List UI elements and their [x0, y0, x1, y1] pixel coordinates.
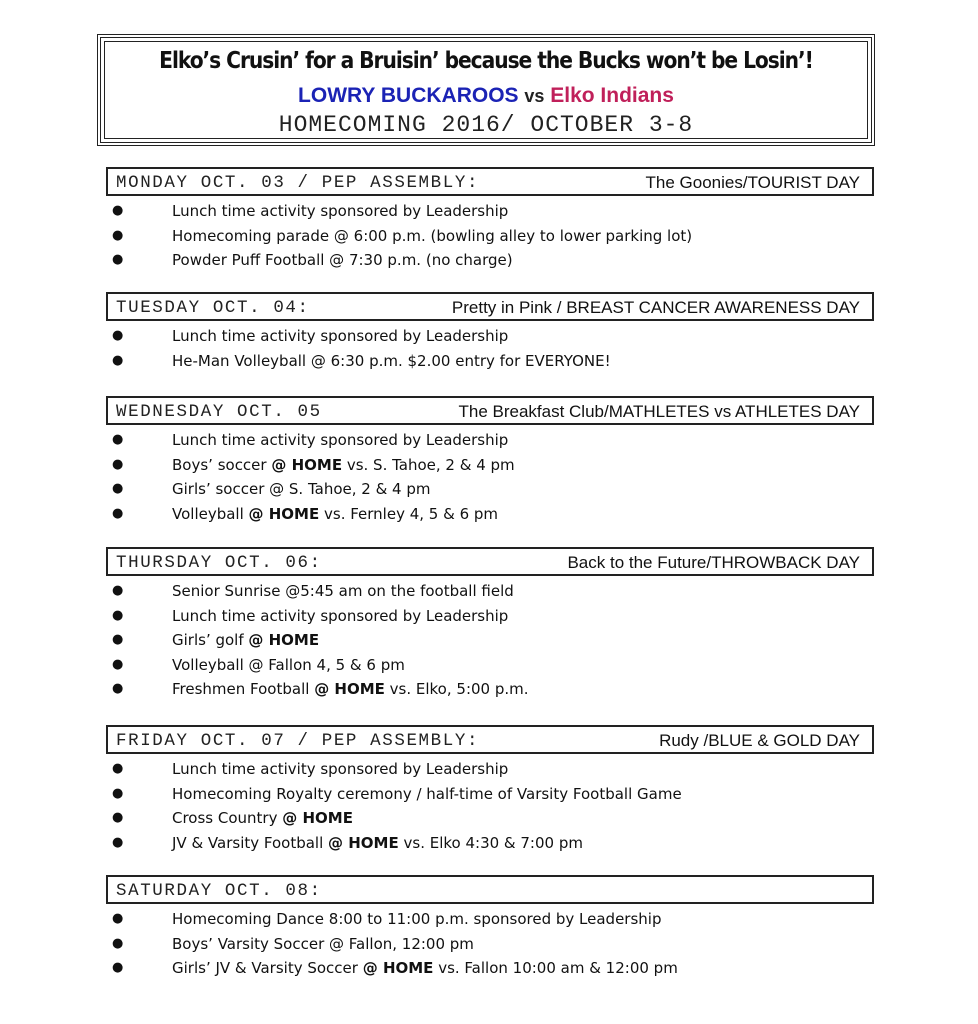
event-text-part: Cross Country: [172, 809, 283, 828]
event-item: [106, 477, 874, 502]
event-text-part: vs. S. Tahoe, 2 & 4 pm: [342, 455, 515, 474]
bullet-icon: ●: [112, 328, 124, 343]
home-marker: @ HOME: [248, 631, 320, 650]
bullet-icon: ●: [112, 911, 124, 926]
event-text-part: Lunch time activity sponsored by Leadership: [172, 327, 509, 345]
bullet-icon: ●: [112, 352, 124, 368]
day-name: MONDAY OCT. 03 / PEP ASSEMBLY:: [116, 173, 480, 193]
day-header: [106, 167, 874, 196]
event-text: [172, 349, 611, 374]
bullet-icon: ●: [112, 432, 124, 447]
event-text-part: Boys’ soccer: [172, 455, 272, 474]
event-item: [106, 428, 874, 453]
event-text-part: Lunch time activity sponsored by Leadership: [172, 606, 509, 625]
event-text-part: Boys’ Varsity Soccer @ Fallon, 12:00 pm: [172, 934, 474, 953]
bullet-icon: ●: [112, 227, 124, 243]
home-marker: @ HOME: [362, 959, 434, 978]
header-box: [97, 34, 875, 146]
day-section: [106, 396, 874, 526]
event-text-part: Senior Sunrise @5:45 am on the football field: [172, 582, 514, 600]
event-text: [172, 199, 508, 224]
slogan: Elko’s Crusin’ for a Bruisin’ because the Bucks won’t be Losin’!: [159, 48, 813, 74]
bullet-icon: ●: [112, 505, 124, 521]
event-item: [106, 502, 874, 527]
day-theme: Back to the Future/THROWBACK DAY: [567, 553, 860, 572]
event-text: [172, 428, 508, 453]
bullet-icon: ●: [112, 656, 124, 672]
bullet-icon: ●: [112, 785, 124, 801]
day-header: [106, 396, 874, 425]
event-text-part: vs. Elko 4:30 & 7:00 pm: [398, 833, 583, 852]
event-text: [172, 806, 353, 831]
event-item: [106, 757, 874, 782]
event-list: [106, 428, 874, 526]
event-text: [172, 248, 513, 273]
bullet-icon: ●: [112, 481, 124, 497]
day-header: [106, 547, 874, 576]
event-item: [106, 677, 874, 702]
event-text: [172, 757, 508, 782]
home-team: LOWRY BUCKAROOS: [298, 84, 519, 107]
event-item: [106, 782, 874, 807]
event-item: [106, 604, 874, 629]
event-item: [106, 831, 874, 856]
event-text: [172, 956, 678, 981]
event-text-part: Lunch time activity sponsored by Leadership: [172, 431, 509, 449]
event-item: [106, 324, 874, 349]
event-item: [106, 907, 874, 932]
event-text-part: Homecoming Dance 8:00 to 11:00 p.m. sponsored by Leadership: [172, 910, 662, 928]
event-text-part: vs. Elko, 5:00 p.m.: [384, 680, 529, 699]
event-list: [106, 579, 874, 702]
homecoming-dates: HOMECOMING 2016/ OCTOBER 3-8: [278, 112, 694, 138]
day-header: [106, 292, 874, 321]
event-item: [106, 199, 874, 224]
event-text: [172, 782, 682, 807]
day-name: TUESDAY OCT. 04:: [116, 298, 310, 318]
event-text-part: Homecoming parade @ 6:00 p.m. (bowling alley to lower parking lot): [172, 226, 693, 245]
event-item: [106, 653, 874, 678]
bullet-icon: ●: [112, 583, 124, 598]
event-text: [172, 579, 514, 604]
bullet-icon: ●: [112, 252, 124, 268]
day-theme: The Breakfast Club/MATHLETES vs ATHLETES DAY: [458, 402, 860, 421]
home-marker: @ HOME: [328, 833, 399, 852]
event-text-part: Homecoming Royalty ceremony / half-time of Varsity Football Game: [172, 784, 682, 803]
event-text: [172, 604, 508, 629]
event-text-part: Lunch time activity sponsored by Leadership: [172, 760, 509, 778]
bullet-icon: ●: [112, 834, 124, 850]
day-section: [106, 725, 874, 855]
event-text: [172, 653, 405, 678]
day-theme: Pretty in Pink / BREAST CANCER AWARENESS DAY: [451, 298, 860, 317]
event-list: [106, 757, 874, 855]
away-team: Elko Indians: [550, 84, 674, 107]
home-marker: @ HOME: [271, 455, 343, 474]
event-text-part: JV & Varsity Football: [172, 833, 329, 852]
event-text-part: Powder Puff Football @ 7:30 p.m. (no charge): [172, 251, 513, 270]
event-text-part: vs. Fernley 4, 5 & 6 pm: [319, 504, 499, 523]
event-text-part: He-Man Volleyball @ 6:30 p.m. $2.00 entry for EVERYONE!: [172, 351, 611, 370]
event-item: [106, 248, 874, 273]
day-section: [106, 167, 874, 273]
day-theme: The Goonies/TOURIST DAY: [645, 173, 860, 192]
day-section: [106, 547, 874, 702]
day-name: WEDNESDAY OCT. 05: [116, 402, 322, 422]
event-item: [106, 806, 874, 831]
event-list: [106, 199, 874, 273]
event-text-part: Lunch time activity sponsored by Leadership: [172, 202, 509, 220]
bullet-icon: ●: [112, 810, 124, 826]
event-list: [106, 324, 874, 373]
event-text: [172, 907, 661, 932]
event-text: [172, 224, 692, 249]
day-name: FRIDAY OCT. 07 / PEP ASSEMBLY:: [116, 731, 480, 751]
event-text-part: Volleyball @ Fallon 4, 5 & 6 pm: [172, 655, 405, 674]
event-item: [106, 932, 874, 957]
bullet-icon: ●: [112, 681, 124, 697]
day-header: [106, 875, 874, 904]
event-item: [106, 579, 874, 604]
event-item: [106, 453, 874, 478]
bullet-icon: ●: [112, 935, 124, 951]
home-marker: @ HOME: [314, 680, 385, 699]
matchup: [101, 84, 871, 108]
bullet-icon: ●: [112, 761, 124, 776]
event-text-part: Girls’ JV & Varsity Soccer: [172, 959, 363, 978]
event-text-part: vs. Fallon 10:00 am & 12:00 pm: [433, 959, 678, 978]
vs-label: vs: [524, 86, 545, 106]
bullet-icon: ●: [112, 456, 124, 472]
event-text: [172, 628, 319, 653]
day-name: THURSDAY OCT. 06:: [116, 553, 322, 573]
event-item: [106, 956, 874, 981]
bullet-icon: ●: [112, 960, 124, 976]
home-marker: @ HOME: [282, 809, 353, 828]
bullet-icon: ●: [112, 632, 124, 648]
day-section: [106, 875, 874, 981]
event-text-part: Volleyball: [172, 504, 249, 523]
event-text-part: Girls’ soccer @ S. Tahoe, 2 & 4 pm: [172, 480, 431, 499]
event-text: [172, 502, 498, 527]
event-text: [172, 453, 515, 478]
home-marker: @ HOME: [248, 504, 320, 523]
event-item: [106, 628, 874, 653]
event-text: [172, 477, 431, 502]
bullet-icon: ●: [112, 203, 124, 218]
day-header: [106, 725, 874, 754]
event-text: [172, 677, 529, 702]
event-text: [172, 932, 474, 957]
event-list: [106, 907, 874, 981]
event-text-part: Freshmen Football: [172, 680, 315, 699]
day-name: SATURDAY OCT. 08:: [116, 881, 322, 901]
event-item: [106, 349, 874, 374]
bullet-icon: ●: [112, 607, 124, 623]
event-text: [172, 831, 583, 856]
event-item: [106, 224, 874, 249]
event-text-part: Girls’ golf: [172, 631, 249, 650]
day-theme: Rudy /BLUE & GOLD DAY: [659, 731, 860, 750]
day-section: [106, 292, 874, 373]
event-text: [172, 324, 508, 349]
